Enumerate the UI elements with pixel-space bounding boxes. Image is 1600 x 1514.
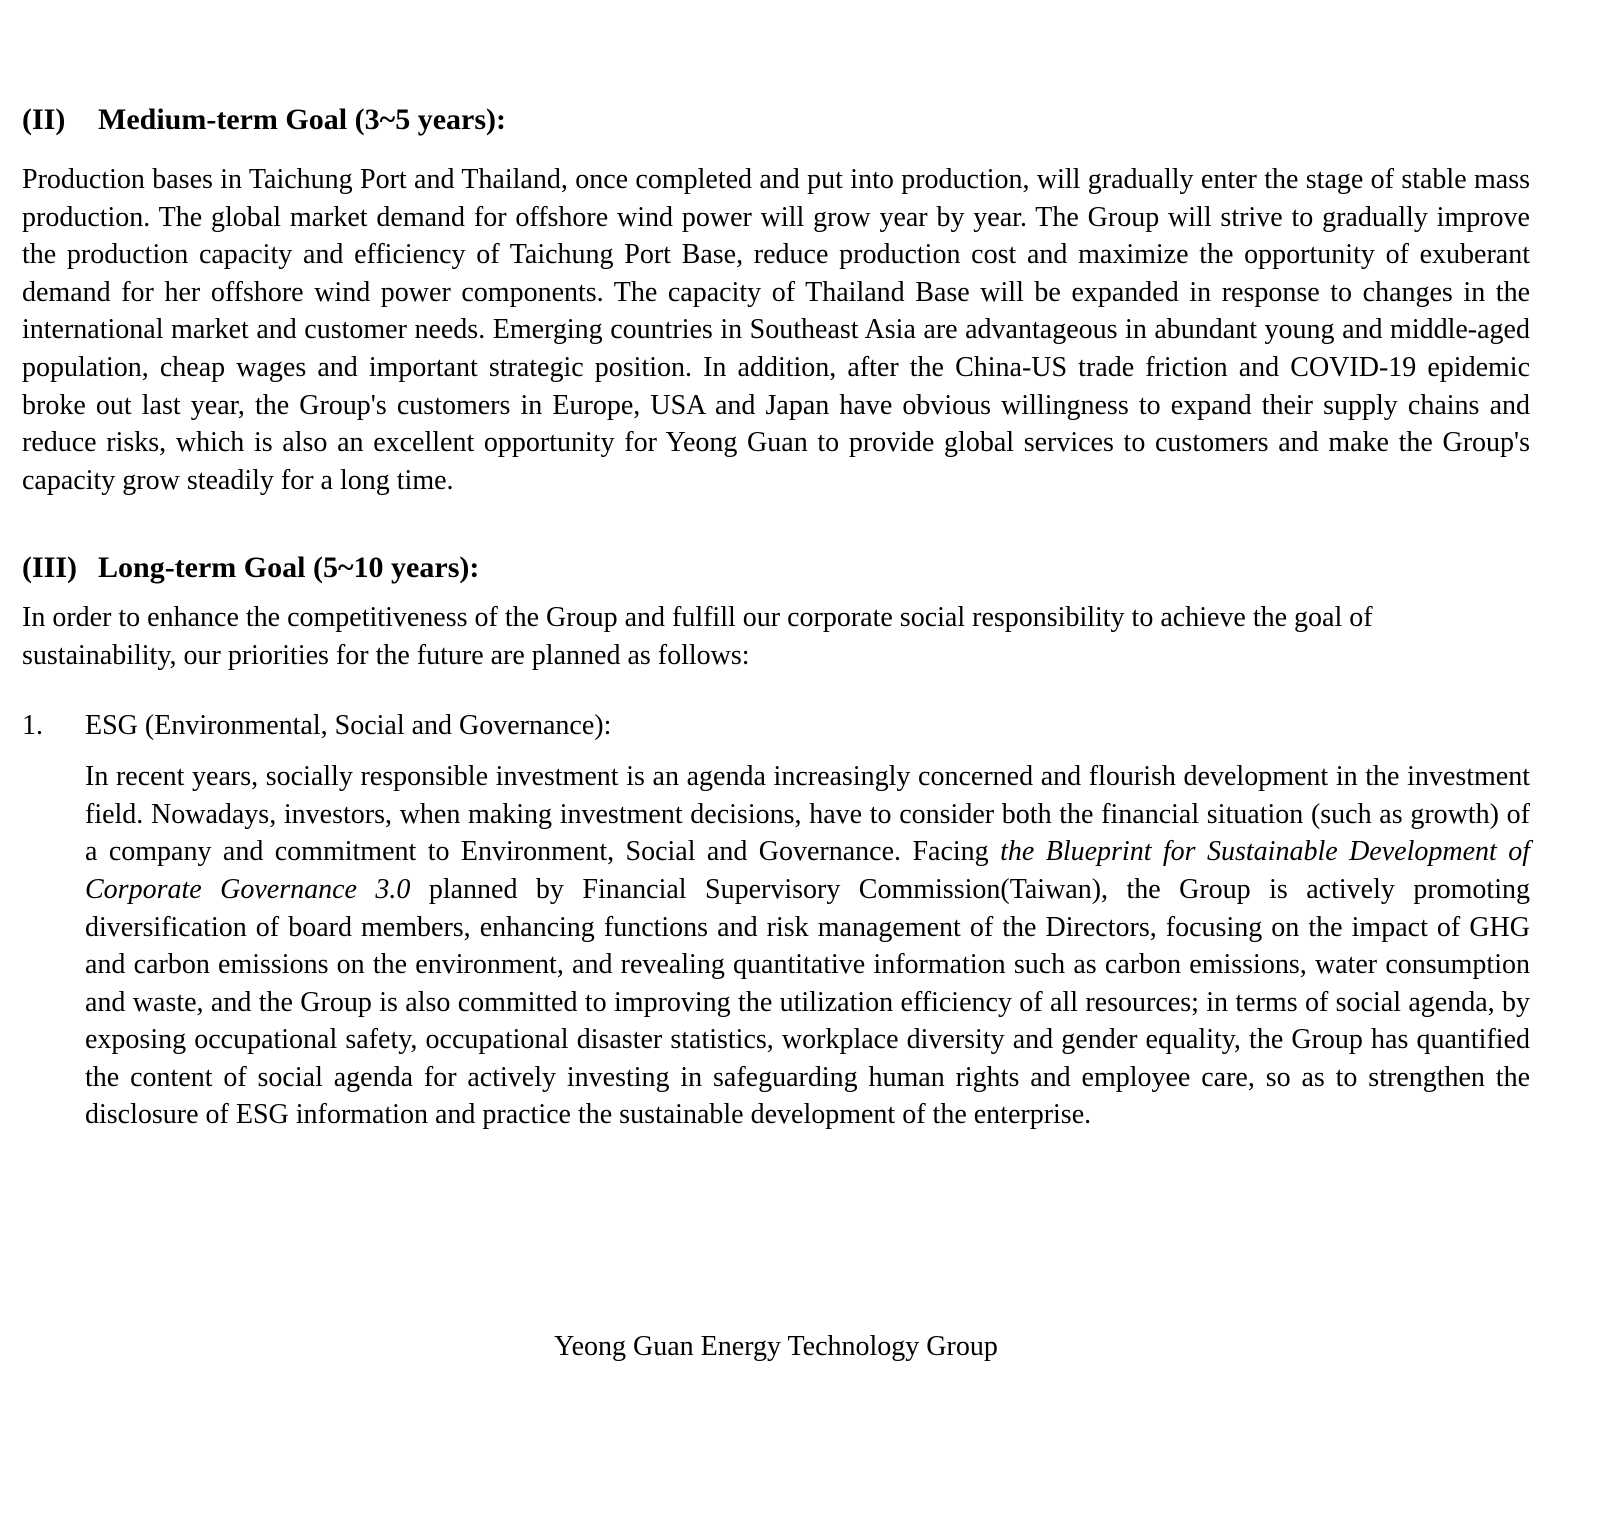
section-title: Long-term Goal (5~10 years): <box>98 551 480 585</box>
esg-paragraph-italic-title: the Blueprint for Sustainable Development of Corporate Governance 3.0 <box>85 836 1530 905</box>
list-item-title: ESG (Environmental, Social and Governance): <box>85 709 612 741</box>
esg-paragraph <box>85 758 1530 1134</box>
section-label: (III) <box>22 551 78 585</box>
esg-paragraph-before-italic: In recent years, socially responsible investment is an agenda increasingly concerned and flourish development in the investment field. Nowadays, investors, when making investment decisions, have to consider both the financial situation (such as growth) of a company and commitment to Environment, Social and Governance. Facing <box>85 761 1530 868</box>
esg-paragraph-after-italic: planned by Financial Supervisory Commission(Taiwan), the Group is actively promoting diversification of board members, enhancing functions and risk management of the Directors, focusing on the impact of GHG and carbon emissions on the environment, and revealing quantitative information such as carbon emissions, water consumption and waste, and the Group is also committed to improving the utilization efficiency of all resources; in terms of social agenda, by exposing occupational safety, occupational disaster statistics, workplace diversity and gender equality, the Group has quantified the content of social agenda for actively investing in safeguarding human rights and employee care, so as to strengthen the disclosure of ESG information and practice the sustainable development of the enterprise. <box>85 873 1530 1131</box>
section-title: Medium-term Goal (3~5 years): <box>98 103 506 136</box>
page-footer: Yeong Guan Energy Technology Group <box>554 1331 998 1362</box>
list-item-number: 1. <box>22 709 43 741</box>
long-term-intro-paragraph: In order to enhance the competitiveness of the Group and fulfill our corporate social responsibility to achieve the goal of sustainability, our priorities for the future are planned as follows: <box>22 602 1373 671</box>
section-heading-medium-term <box>22 103 1530 137</box>
esg-list-item <box>22 707 1530 745</box>
section-label: (II) <box>22 103 66 136</box>
medium-term-paragraph: Production bases in Taichung Port and Thailand, once completed and put into production, will gradually enter the stage of stable mass production. The global market demand for offshore wind power will grow year by year. The Group will strive to gradually improve the production capacity and efficiency of Taichung Port Base, reduce production cost and maximize the opportunity of exuberant demand for her offshore wind power components. The capacity of Thailand Base will be expanded in response to changes in the international market and customer needs. Emerging countries in Southeast Asia are advantageous in abundant young and middle-aged population, cheap wages and important strategic position. In addition, after the China-US trade friction and COVID-19 epidemic broke out last year, the Group's customers in Europe, USA and Japan have obvious willingness to expand their supply chains and reduce risks, which is also an excellent opportunity for Yeong Guan to provide global services to customers and make the Group's capacity grow steadily for a long time. <box>22 164 1530 496</box>
section-heading-long-term <box>22 551 1530 585</box>
